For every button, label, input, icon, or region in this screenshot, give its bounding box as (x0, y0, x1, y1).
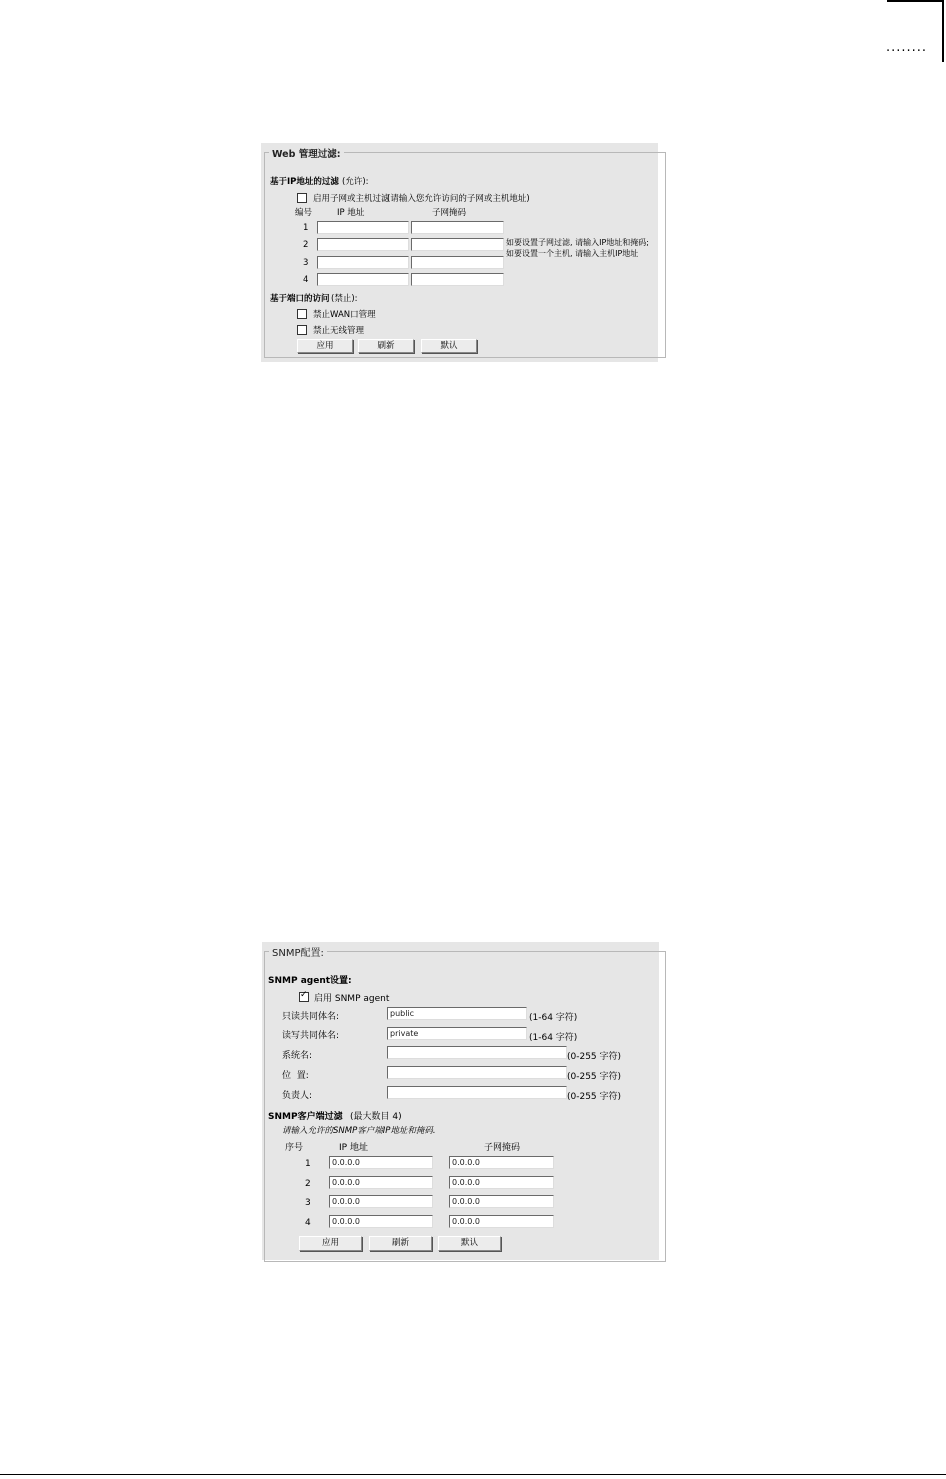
col-header-ip: IP 地址 (339, 1143, 368, 1153)
col-header-number: 序号 (285, 1143, 304, 1153)
field-label-rw-community: 读写共同体名: (282, 1031, 340, 1041)
web-filter-legend: Web 管理过滤: (269, 146, 344, 160)
enable-snmp-agent-label: 启用 SNMP agent (314, 994, 390, 1004)
snmp-client-hint: 请输入允许的SNMP客户端IP地址和掩码. (282, 1126, 436, 1136)
apply-button[interactable]: 应用 (297, 339, 353, 353)
disable-wireless-checkbox[interactable] (297, 325, 307, 335)
enable-ip-filter-label: 启用子网或主机过滤 (313, 194, 390, 204)
corner-dots: ........ (886, 40, 928, 55)
location-input[interactable] (387, 1066, 567, 1079)
rw-community-hint: (1-64 字符) (529, 1033, 578, 1043)
disable-wireless-label: 禁止无线管理 (313, 326, 365, 336)
ip-input-1[interactable] (317, 221, 409, 234)
disable-wan-label: 禁止WAN口管理 (313, 310, 376, 320)
row-number: 1 (303, 223, 309, 233)
enable-ip-filter-hint: (请输入您允许访问的子网或主机地址) (387, 194, 530, 204)
page-bottom-rule (0, 1474, 946, 1475)
field-label-location: 位 置: (282, 1071, 309, 1081)
col-header-ip: IP 地址 (337, 208, 365, 218)
snmp-ip-input-4[interactable]: 0.0.0.0 (329, 1215, 433, 1228)
ip-filter-help-line2: 如要设置一个主机, 请输入主机IP地址 (506, 249, 639, 258)
row-number: 2 (303, 240, 309, 250)
snmp-mask-input-4[interactable]: 0.0.0.0 (449, 1215, 554, 1228)
row-number: 3 (303, 258, 309, 268)
refresh-button[interactable]: 刷新 (358, 339, 414, 353)
port-filter-note: (禁止): (331, 294, 358, 304)
snmp-ip-input-3[interactable]: 0.0.0.0 (329, 1195, 433, 1208)
mask-input-3[interactable] (411, 256, 504, 269)
snmp-mask-input-2[interactable]: 0.0.0.0 (449, 1176, 554, 1189)
location-hint: (0-255 字符) (567, 1072, 622, 1082)
snmp-ip-input-1[interactable]: 0.0.0.0 (329, 1156, 433, 1169)
snmp-client-note: (最大数目 4) (350, 1112, 402, 1122)
system-name-input[interactable] (387, 1046, 567, 1059)
corner-mark-vertical (942, 0, 944, 62)
port-filter-title: 基于端口的访问 (270, 294, 330, 304)
row-number: 4 (303, 275, 309, 285)
snmp-ip-input-2[interactable]: 0.0.0.0 (329, 1176, 433, 1189)
ro-community-hint: (1-64 字符) (529, 1013, 578, 1023)
snmp-legend: SNMP配置: (269, 944, 327, 959)
corner-mark-horizontal (887, 0, 944, 2)
ip-input-4[interactable] (317, 273, 409, 286)
enable-snmp-agent-checkbox[interactable] (299, 992, 309, 1002)
snmp-agent-title: SNMP agent设置: (268, 976, 352, 986)
col-header-mask: 子网掩码 (484, 1143, 521, 1153)
row-number: 4 (305, 1218, 311, 1228)
ip-input-2[interactable] (317, 238, 409, 251)
snmp-default-button[interactable]: 默认 (438, 1236, 501, 1251)
web-filter-panel (261, 143, 658, 362)
system-name-hint: (0-255 字符) (567, 1052, 622, 1062)
row-number: 2 (305, 1179, 311, 1189)
field-label-contact: 负责人: (282, 1091, 313, 1101)
snmp-client-title: SNMP客户端过滤 (268, 1112, 343, 1122)
field-label-system-name: 系统名: (282, 1051, 313, 1061)
mask-input-2[interactable] (411, 238, 504, 251)
row-number: 3 (305, 1198, 311, 1208)
disable-wan-checkbox[interactable] (297, 309, 307, 319)
col-header-mask: 子网掩码 (432, 208, 467, 218)
ip-filter-note: (允许): (342, 177, 369, 187)
contact-hint: (0-255 字符) (567, 1092, 622, 1102)
col-header-number: 编号 (295, 208, 313, 218)
ip-filter-help-line1: 如要设置子网过滤, 请输入IP地址和掩码; (506, 238, 649, 247)
mask-input-1[interactable] (411, 221, 504, 234)
field-label-ro-community: 只读共同体名: (282, 1012, 340, 1022)
snmp-mask-input-1[interactable]: 0.0.0.0 (449, 1156, 554, 1169)
row-number: 1 (305, 1159, 311, 1169)
snmp-mask-input-3[interactable]: 0.0.0.0 (449, 1195, 554, 1208)
enable-ip-filter-checkbox[interactable] (297, 193, 307, 203)
default-button[interactable]: 默认 (421, 339, 477, 353)
ro-community-input[interactable]: public (387, 1007, 527, 1020)
contact-input[interactable] (387, 1086, 567, 1099)
mask-input-4[interactable] (411, 273, 504, 286)
snmp-apply-button[interactable]: 应用 (299, 1236, 362, 1251)
ip-input-3[interactable] (317, 256, 409, 269)
rw-community-input[interactable]: private (387, 1027, 527, 1040)
snmp-panel (262, 942, 659, 1260)
ip-filter-title: 基于IP地址的过滤 (270, 177, 339, 187)
snmp-refresh-button[interactable]: 刷新 (369, 1236, 432, 1251)
